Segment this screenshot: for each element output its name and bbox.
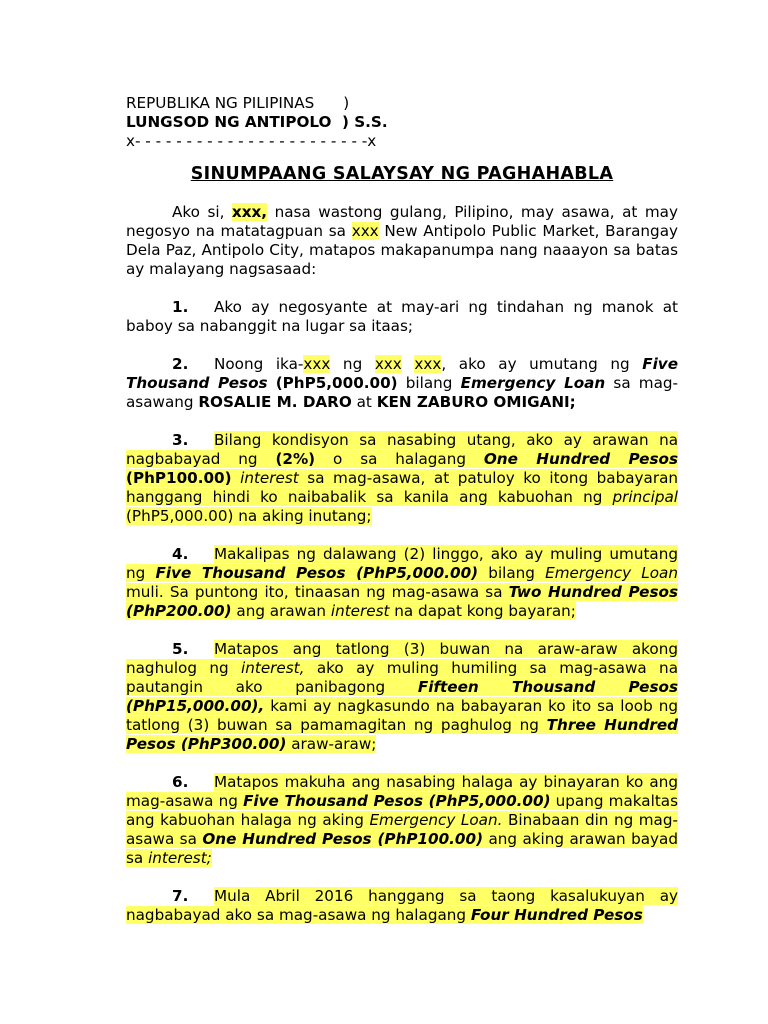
paragraph-text bbox=[232, 469, 241, 487]
amount-text: Two Hundred Pesos (PhP200.00) bbox=[126, 583, 678, 620]
italic-term: Emergency Loan bbox=[545, 564, 678, 582]
amount-text: Four Hundred Pesos bbox=[470, 906, 643, 924]
paragraph-text bbox=[402, 355, 415, 373]
placeholder-stall: xxx bbox=[351, 222, 379, 240]
paragraph-3 bbox=[126, 431, 678, 526]
intro-text: New Antipolo Public Market, Barangay Dela Paz, Antipolo City, matapos makapanumpa nang naaayon sa batas ay malayang nagsasaad: bbox=[126, 222, 678, 278]
amount-text: One Hundred Pesos bbox=[483, 450, 679, 468]
paragraph-text: Binabaan din ng mag-asawa sa bbox=[126, 811, 678, 848]
paragraph-text: Matapos ang tatlong (3) buwan na araw-araw akong naghulog ng bbox=[126, 640, 678, 677]
party-name: ROSALIE M. DARO bbox=[198, 393, 352, 411]
placeholder-name: xxx, bbox=[231, 203, 268, 221]
paragraph-text: ng bbox=[330, 355, 375, 373]
paragraph-number: 5. bbox=[172, 640, 189, 658]
caption-block bbox=[126, 94, 678, 151]
paragraph-2 bbox=[126, 355, 678, 412]
amount-text: Five Thousand Pesos (PhP5,000.00) bbox=[243, 792, 551, 810]
caption-republic-line: REPUBLIKA NG PILIPINAS ) bbox=[126, 94, 350, 112]
paragraph-1 bbox=[126, 298, 678, 336]
paragraph-text: Bilang kondisyon sa nasabing utang, ako ay arawan na nagbabayad ng bbox=[126, 431, 678, 468]
amount-text: Five Thousand Pesos (PhP5,000.00) bbox=[155, 564, 479, 582]
italic-term: interest; bbox=[148, 849, 212, 867]
paragraph-number: 4. bbox=[172, 545, 189, 563]
paragraph-number: 7. bbox=[172, 887, 189, 905]
caption-separator-line: x- - - - - - - - - - - - - - - - - - - - - - -x bbox=[126, 132, 377, 150]
paragraph-text: at bbox=[351, 393, 377, 411]
paragraph-text: , ako ay umutang ng bbox=[441, 355, 643, 373]
paragraph-text: sa mag-asawa, at patuloy ko itong babayaran hanggang hindi ko naibabalik sa kanila ang kabuohan ng bbox=[126, 469, 679, 506]
rate-text: (2%) bbox=[275, 450, 316, 468]
paragraph-text: bilang bbox=[397, 374, 461, 392]
amount-text: One Hundred Pesos (PhP100.00) bbox=[202, 830, 484, 848]
paragraph-text: ang arawan bbox=[231, 602, 331, 620]
paragraph-number: 3. bbox=[172, 431, 189, 449]
paragraph-number: 6. bbox=[172, 773, 189, 791]
paragraph-5 bbox=[126, 640, 678, 754]
party-name: KEN ZABURO OMIGANI; bbox=[376, 393, 576, 411]
italic-term: interest, bbox=[241, 659, 305, 677]
paragraph-number: 2. bbox=[172, 355, 189, 373]
intro-text: Ako si, bbox=[172, 203, 232, 221]
paragraph-6 bbox=[126, 773, 678, 868]
paragraph-text: o sa halagang bbox=[315, 450, 484, 468]
paragraph-text: Mula Abril 2016 hanggang sa taong kasalukuyan ay nagbabayad ako sa mag-asawa ng halagang bbox=[126, 887, 678, 924]
intro-paragraph bbox=[126, 203, 678, 279]
amount-figure: (PhP5,000.00) bbox=[275, 374, 398, 392]
document-title: SINUMPAANG SALAYSAY NG PAGHAHABLA bbox=[190, 164, 614, 184]
document-page bbox=[126, 94, 678, 925]
paragraph-text: muli. Sa puntong ito, tinaasan ng mag-asawa sa bbox=[126, 583, 509, 601]
paragraph-text: Ako ay negosyante at may-ari ng tindahan ng manok at baboy sa nabanggit na lugar sa itaas; bbox=[126, 298, 678, 335]
placeholder-year: xxx bbox=[414, 355, 442, 373]
caption-city-line: LUNGSOD NG ANTIPOLO ) S.S. bbox=[126, 113, 388, 131]
paragraph-text: Matapos makuha ang nasabing halaga ay binayaran ko ang mag-asawa ng bbox=[126, 773, 678, 810]
paragraph-text: (PhP5,000.00) na aking inutang; bbox=[126, 507, 372, 525]
paragraph-text: araw-araw; bbox=[286, 735, 377, 753]
italic-term: Emergency Loan. bbox=[369, 811, 503, 829]
paragraph-text: na dapat kong bayaran; bbox=[389, 602, 576, 620]
paragraph-text: ako ay muling humiling sa mag-asawa na pautangin ako panibagong bbox=[126, 659, 678, 696]
paragraph-text: upang makaltas ang kabuohan halaga ng aking bbox=[126, 792, 678, 829]
italic-term: principal bbox=[612, 488, 678, 506]
paragraph-4 bbox=[126, 545, 678, 621]
placeholder-month: xxx bbox=[374, 355, 402, 373]
placeholder-day: xxx bbox=[303, 355, 331, 373]
paragraph-7 bbox=[126, 887, 678, 925]
paragraph-number: 1. bbox=[172, 298, 189, 316]
loan-type: Emergency Loan bbox=[460, 374, 606, 392]
amount-figure: (PhP100.00) bbox=[126, 469, 232, 487]
paragraph-text: bilang bbox=[478, 564, 546, 582]
intro-text: nasa wastong gulang, Pilipino, may asawa, at may negosyo na matatagpuan sa bbox=[126, 203, 678, 240]
amount-text: Five Thousand Pesos bbox=[126, 355, 678, 392]
paragraph-text: sa mag-asawang bbox=[126, 374, 678, 411]
paragraph-text: Noong ika- bbox=[214, 355, 304, 373]
paragraph-text bbox=[268, 374, 276, 392]
amount-text: Three Hundred Pesos (PhP300.00) bbox=[126, 716, 679, 753]
italic-term: interest bbox=[240, 469, 299, 487]
paragraph-text: ang aking arawan bayad sa bbox=[126, 830, 678, 867]
italic-term: interest bbox=[330, 602, 390, 620]
paragraph-text: kami ay nagkasundo na babayaran ko ito sa loob ng tatlong (3) buwan sa pamamagitan ng paghulog ng bbox=[126, 697, 678, 734]
amount-text: Fifteen Thousand Pesos (PhP15,000.00), bbox=[126, 678, 678, 715]
paragraph-text: Makalipas ng dalawang (2) linggo, ako ay muling umutang ng bbox=[126, 545, 678, 582]
